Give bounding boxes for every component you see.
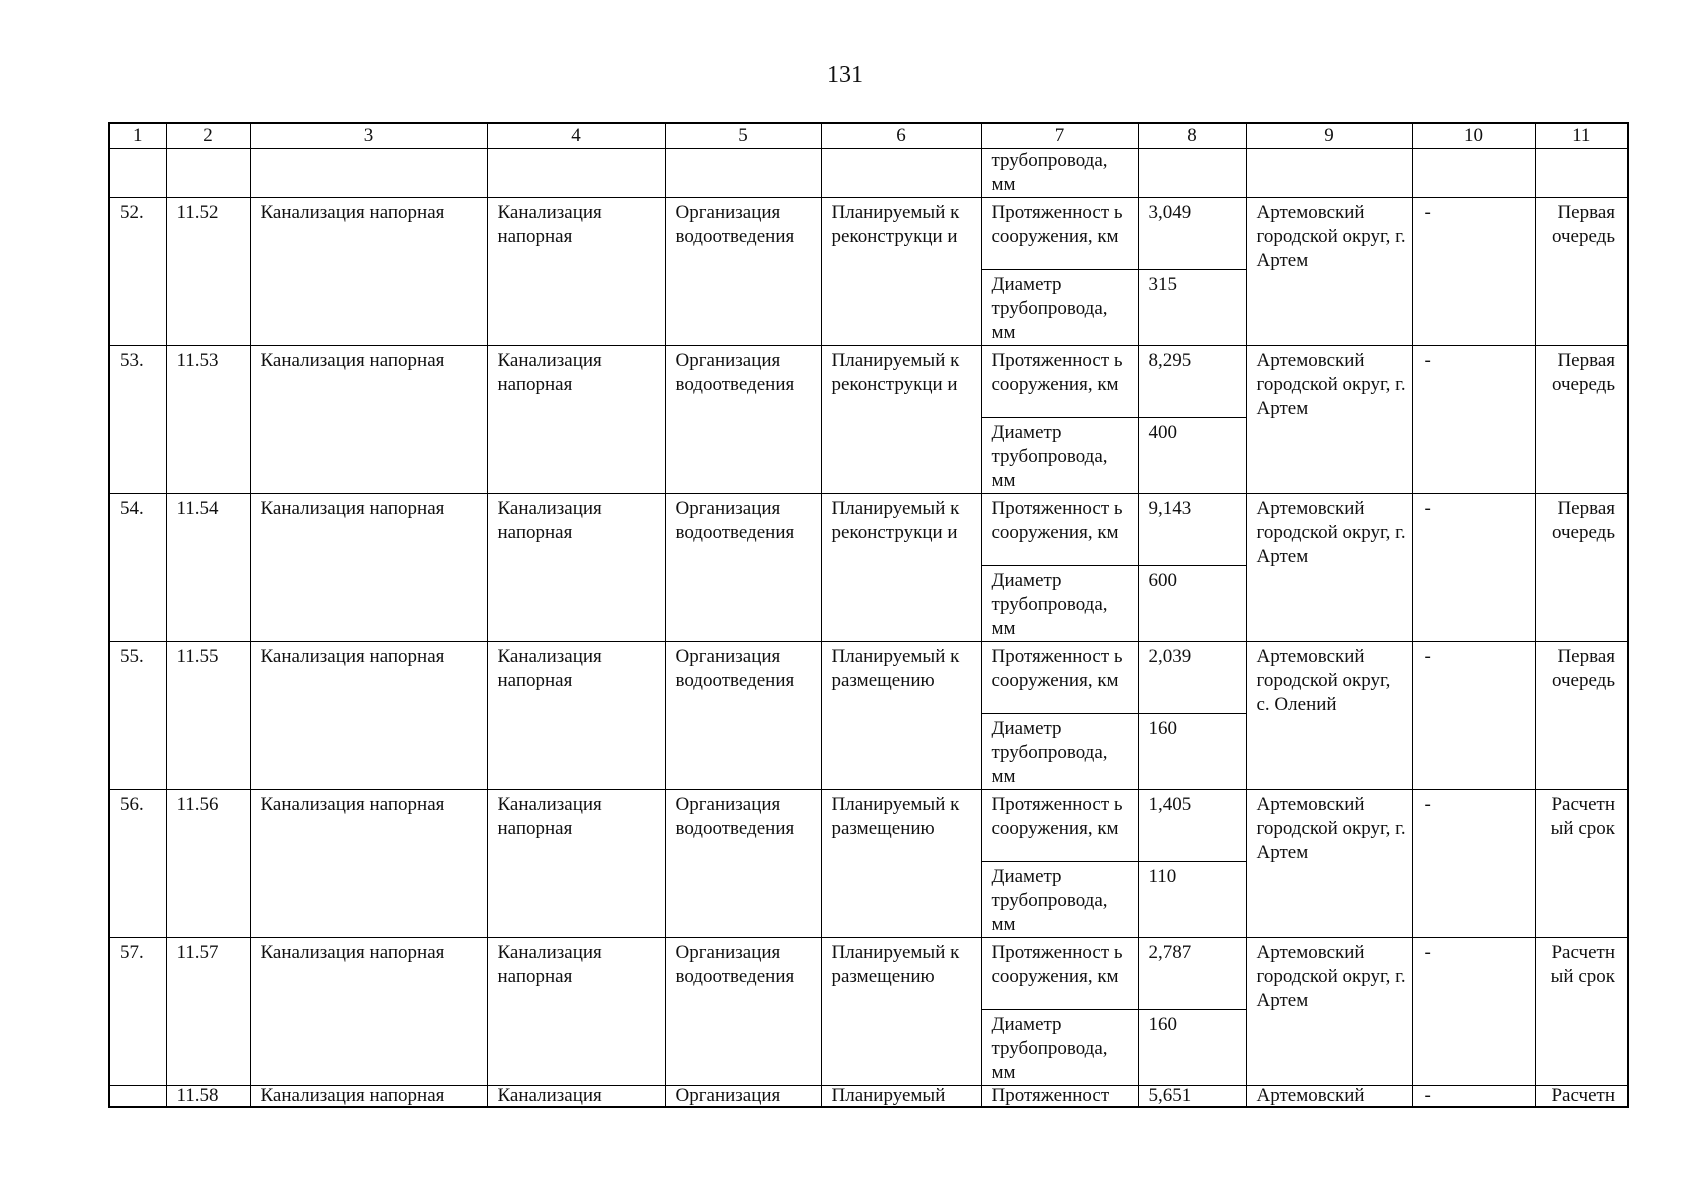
location-cell: Артемовский городской округ, с. Олений (1246, 642, 1412, 790)
name-cell: Канализация напорная (250, 938, 487, 1086)
type-cell: Канализация напорная (487, 346, 665, 494)
column-header: 7 (981, 123, 1138, 149)
param-label-cell: Протяженност ь сооружения, км (981, 494, 1138, 566)
status-cell: Планируемый (821, 1086, 981, 1108)
name-cell: Канализация напорная (250, 346, 487, 494)
param-label-cell: Диаметр трубопровода, мм (981, 862, 1138, 938)
param-value-cell: 110 (1138, 862, 1246, 938)
row-number-cell: 55. (109, 642, 166, 790)
param-label-cell: трубопровода, мм (981, 149, 1138, 198)
dash-cell: - (1412, 494, 1535, 642)
param-value-cell: 3,049 (1138, 198, 1246, 270)
page-number: 131 (827, 62, 863, 88)
table-cell (109, 149, 166, 198)
param-value-cell: 5,651 (1138, 1086, 1246, 1108)
purpose-cell: Организация водоотведения (665, 938, 821, 1086)
column-header: 4 (487, 123, 665, 149)
code-cell: 11.56 (166, 790, 250, 938)
param-value-cell: 8,295 (1138, 346, 1246, 418)
status-cell: Планируемый к размещению (821, 642, 981, 790)
column-header: 3 (250, 123, 487, 149)
name-cell: Канализация напорная (250, 494, 487, 642)
status-cell: Планируемый к размещению (821, 790, 981, 938)
row-number-cell: 56. (109, 790, 166, 938)
param-value-cell: 400 (1138, 418, 1246, 494)
param-value-cell: 160 (1138, 714, 1246, 790)
table-cell (1246, 149, 1412, 198)
param-value-cell: 2,039 (1138, 642, 1246, 714)
table-cell (1138, 149, 1246, 198)
row-number-cell (109, 1086, 166, 1108)
table-row (109, 198, 1628, 270)
type-cell: Канализация напорная (487, 790, 665, 938)
location-cell: Артемовский городской округ, г. Артем (1246, 198, 1412, 346)
param-label-cell: Протяженност (981, 1086, 1138, 1108)
column-header: 2 (166, 123, 250, 149)
param-label-cell: Протяженност ь сооружения, км (981, 938, 1138, 1010)
row-number-cell: 57. (109, 938, 166, 1086)
param-value-cell: 1,405 (1138, 790, 1246, 862)
location-cell: Артемовский (1246, 1086, 1412, 1108)
code-cell: 11.54 (166, 494, 250, 642)
column-header: 6 (821, 123, 981, 149)
table-cell (250, 149, 487, 198)
param-label-cell: Диаметр трубопровода, мм (981, 1010, 1138, 1086)
table-row (109, 642, 1628, 714)
column-header: 1 (109, 123, 166, 149)
param-value-cell: 600 (1138, 566, 1246, 642)
name-cell: Канализация напорная (250, 790, 487, 938)
table-row-partial (109, 1086, 1628, 1108)
status-cell: Планируемый к размещению (821, 938, 981, 1086)
param-label-cell: Протяженност ь сооружения, км (981, 346, 1138, 418)
table-cell (1412, 149, 1535, 198)
param-label-cell: Диаметр трубопровода, мм (981, 714, 1138, 790)
table-cell (665, 149, 821, 198)
location-cell: Артемовский городской округ, г. Артем (1246, 938, 1412, 1086)
type-cell: Канализация напорная (487, 938, 665, 1086)
purpose-cell: Организация водоотведения (665, 790, 821, 938)
stage-cell: Расчетн ый срок (1535, 790, 1628, 938)
purpose-cell: Организация водоотведения (665, 198, 821, 346)
column-header: 11 (1535, 123, 1628, 149)
code-cell: 11.57 (166, 938, 250, 1086)
param-label-cell: Диаметр трубопровода, мм (981, 270, 1138, 346)
stage-cell: Расчетн (1535, 1086, 1628, 1108)
column-header: 10 (1412, 123, 1535, 149)
param-value-cell: 9,143 (1138, 494, 1246, 566)
column-header: 5 (665, 123, 821, 149)
dash-cell: - (1412, 642, 1535, 790)
table-cell (166, 149, 250, 198)
param-value-cell: 315 (1138, 270, 1246, 346)
type-cell: Канализация напорная (487, 642, 665, 790)
dash-cell: - (1412, 938, 1535, 1086)
column-header: 8 (1138, 123, 1246, 149)
param-value-cell: 2,787 (1138, 938, 1246, 1010)
row-number-cell: 53. (109, 346, 166, 494)
table-cell (1535, 149, 1628, 198)
code-cell: 11.55 (166, 642, 250, 790)
param-label-cell: Диаметр трубопровода, мм (981, 566, 1138, 642)
stage-cell: Расчетн ый срок (1535, 938, 1628, 1086)
table-cell (821, 149, 981, 198)
stage-cell: Первая очередь (1535, 642, 1628, 790)
param-value-cell: 160 (1138, 1010, 1246, 1086)
table-row (109, 938, 1628, 1010)
param-label-cell: Диаметр трубопровода, мм (981, 418, 1138, 494)
column-number-row (109, 123, 1628, 149)
objects-table (108, 122, 1629, 1108)
table-row (109, 494, 1628, 566)
dash-cell: - (1412, 1086, 1535, 1108)
row-number-cell: 54. (109, 494, 166, 642)
purpose-cell: Организация (665, 1086, 821, 1108)
type-cell: Канализация напорная (487, 198, 665, 346)
name-cell: Канализация напорная (250, 642, 487, 790)
param-label-cell: Протяженност ь сооружения, км (981, 642, 1138, 714)
type-cell: Канализация (487, 1086, 665, 1108)
column-header: 9 (1246, 123, 1412, 149)
stage-cell: Первая очередь (1535, 494, 1628, 642)
code-cell: 11.52 (166, 198, 250, 346)
param-label-cell: Протяженност ь сооружения, км (981, 198, 1138, 270)
name-cell: Канализация напорная (250, 1086, 487, 1108)
purpose-cell: Организация водоотведения (665, 494, 821, 642)
table-row (109, 346, 1628, 418)
code-cell: 11.58 (166, 1086, 250, 1108)
dash-cell: - (1412, 346, 1535, 494)
purpose-cell: Организация водоотведения (665, 346, 821, 494)
code-cell: 11.53 (166, 346, 250, 494)
location-cell: Артемовский городской округ, г. Артем (1246, 346, 1412, 494)
dash-cell: - (1412, 790, 1535, 938)
dash-cell: - (1412, 198, 1535, 346)
param-label-cell: Протяженност ь сооружения, км (981, 790, 1138, 862)
location-cell: Артемовский городской округ, г. Артем (1246, 790, 1412, 938)
row-number-cell: 52. (109, 198, 166, 346)
purpose-cell: Организация водоотведения (665, 642, 821, 790)
table-cell (487, 149, 665, 198)
continuation-row (109, 149, 1628, 198)
table-row (109, 790, 1628, 862)
location-cell: Артемовский городской округ, г. Артем (1246, 494, 1412, 642)
type-cell: Канализация напорная (487, 494, 665, 642)
status-cell: Планируемый к реконструкци и (821, 494, 981, 642)
status-cell: Планируемый к реконструкци и (821, 198, 981, 346)
status-cell: Планируемый к реконструкци и (821, 346, 981, 494)
stage-cell: Первая очередь (1535, 198, 1628, 346)
stage-cell: Первая очередь (1535, 346, 1628, 494)
name-cell: Канализация напорная (250, 198, 487, 346)
